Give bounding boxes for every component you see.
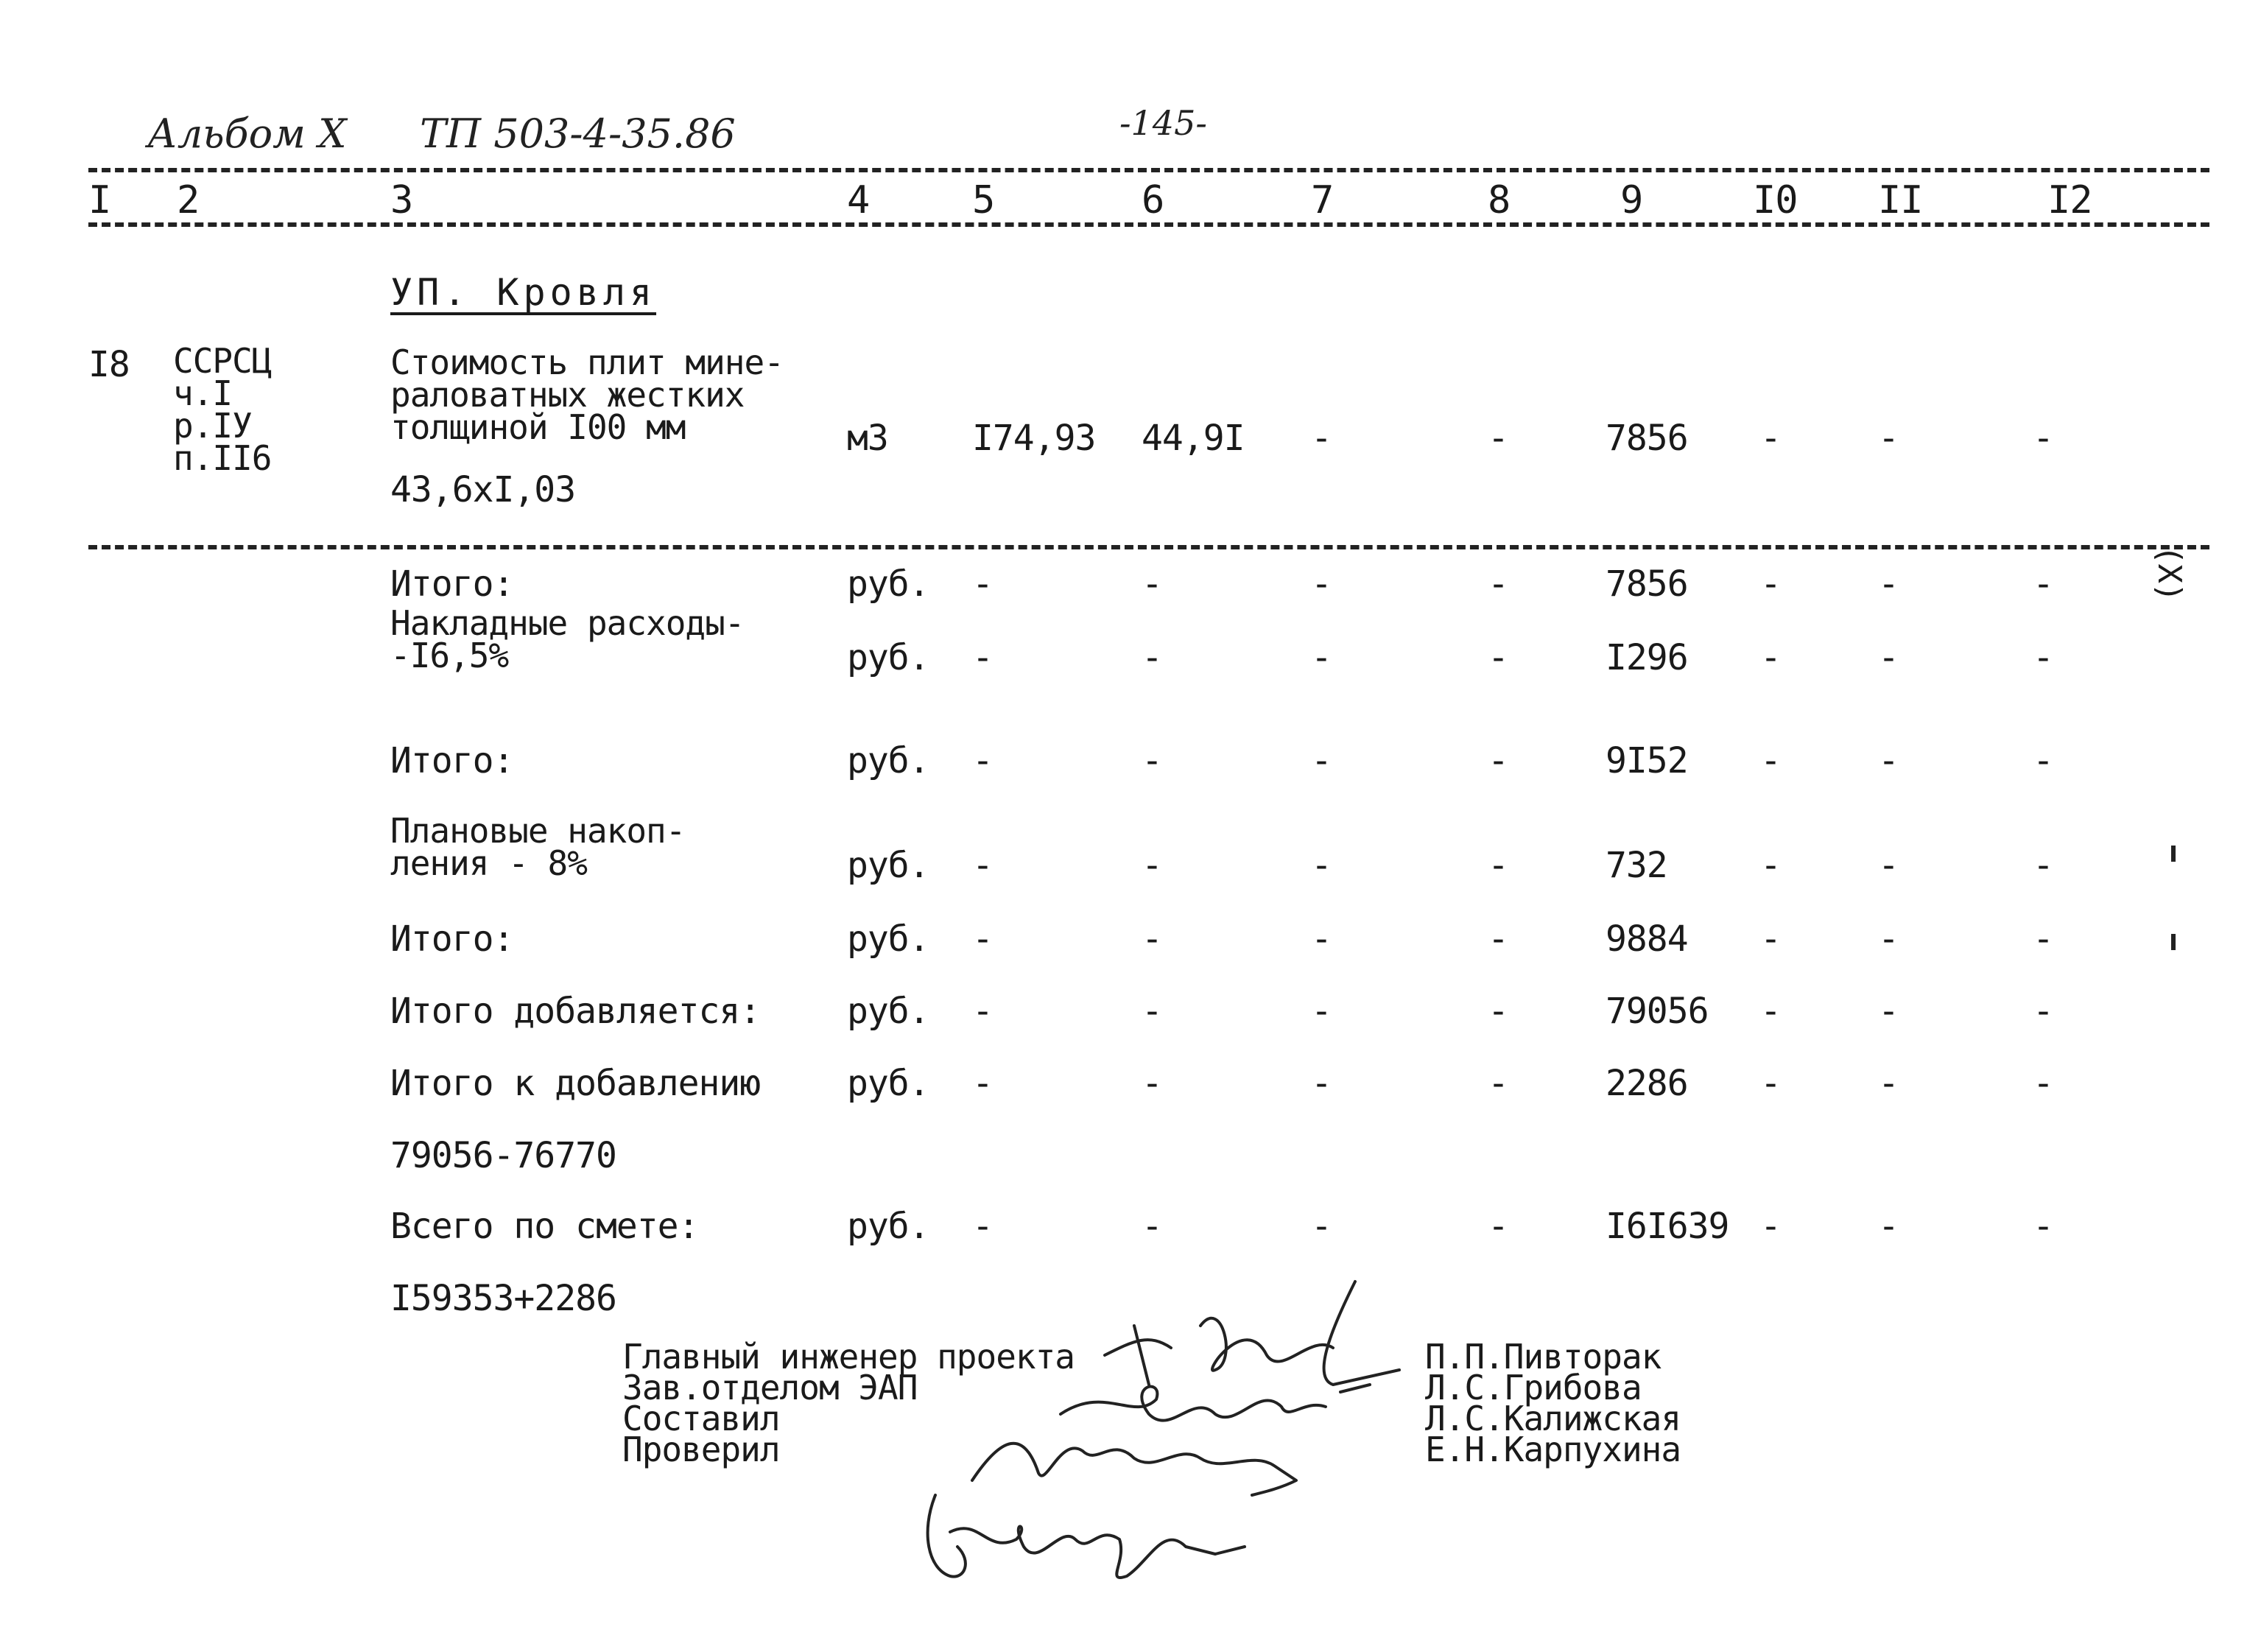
summary-col-11: - bbox=[1878, 845, 1899, 886]
summary-col-10: - bbox=[1760, 1206, 1781, 1247]
summary-unit: руб. bbox=[847, 563, 929, 605]
summary-label: Накладные расходы- -I6,5% bbox=[390, 603, 745, 675]
item-number: I8 bbox=[88, 344, 130, 385]
summary-col-7: - bbox=[1311, 918, 1332, 960]
summary-col-7: - bbox=[1311, 845, 1332, 886]
summary-col-6: - bbox=[1142, 918, 1162, 960]
summary-col-8: - bbox=[1488, 991, 1508, 1032]
summary-col-10: - bbox=[1760, 563, 1781, 605]
summary-unit: руб. bbox=[847, 991, 929, 1032]
item-reference: ССРСЦ ч.I р.IУ п.II6 bbox=[173, 341, 272, 478]
summary-col-12: - bbox=[2033, 918, 2053, 960]
summary-col-9: 9I52 bbox=[1606, 740, 1688, 781]
column-header: I2 bbox=[2047, 178, 2092, 222]
summary-col-6: - bbox=[1142, 1063, 1162, 1104]
summary-label: Итого: bbox=[390, 740, 514, 781]
item-col-5: I74,93 bbox=[972, 418, 1096, 459]
summary-col-8: - bbox=[1488, 845, 1508, 886]
summary-col-6: - bbox=[1142, 740, 1162, 781]
summary-label: Итого: bbox=[390, 918, 514, 960]
item-unit: м3 bbox=[847, 418, 888, 459]
summary-col-5: - bbox=[972, 637, 993, 678]
summary-col-12: - bbox=[2033, 991, 2053, 1032]
column-header: 8 bbox=[1488, 178, 1511, 222]
margin-note: (X) bbox=[2151, 545, 2188, 602]
item-col-10: - bbox=[1760, 418, 1781, 459]
summary-col-8: - bbox=[1488, 918, 1508, 960]
summary-col-12: - bbox=[2033, 740, 2053, 781]
signature-role: Главный инженер проекта bbox=[622, 1337, 1075, 1377]
summary-col-8: - bbox=[1488, 1206, 1508, 1247]
item-col-7: - bbox=[1311, 418, 1332, 459]
summary-col-7: - bbox=[1311, 1206, 1332, 1247]
signature-name: П.П.Пивторак bbox=[1425, 1337, 1662, 1377]
summary-label: Итого: bbox=[390, 563, 514, 605]
column-header: II bbox=[1878, 178, 1923, 222]
summary-col-5: - bbox=[972, 918, 993, 960]
summary-col-11: - bbox=[1878, 563, 1899, 605]
column-header: I bbox=[88, 178, 111, 222]
page-number: -145- bbox=[1119, 103, 1207, 143]
summary-col-12: - bbox=[2033, 563, 2053, 605]
column-header: 3 bbox=[390, 178, 413, 222]
item-col-6: 44,9I bbox=[1142, 418, 1245, 459]
summary-label: Итого добавляется: bbox=[390, 991, 761, 1032]
summary-col-9: 9884 bbox=[1606, 918, 1688, 960]
summary-col-10: - bbox=[1760, 740, 1781, 781]
summary-unit: руб. bbox=[847, 918, 929, 960]
signature-name: Л.С.Грибова bbox=[1425, 1368, 1642, 1407]
summary-unit: руб. bbox=[847, 1063, 929, 1104]
summary-col-9: 2286 bbox=[1606, 1063, 1688, 1104]
summary-col-11: - bbox=[1878, 1206, 1899, 1247]
item-description: Стоимость плит мине- раловатных жестких толщиной I00 мм bbox=[390, 342, 784, 447]
summary-col-11: - bbox=[1878, 1063, 1899, 1104]
summary-col-11: - bbox=[1878, 918, 1899, 960]
signature-role: Проверил bbox=[622, 1430, 780, 1469]
summary-col-8: - bbox=[1488, 563, 1508, 605]
column-header: 4 bbox=[847, 178, 870, 222]
summary-col-5: - bbox=[972, 991, 993, 1032]
signature-checker bbox=[906, 1466, 1259, 1591]
summary-col-6: - bbox=[1142, 637, 1162, 678]
summary-col-5: - bbox=[972, 1206, 993, 1247]
summary-col-6: - bbox=[1142, 1206, 1162, 1247]
summary-col-5: - bbox=[972, 740, 993, 781]
summary-col-7: - bbox=[1311, 740, 1332, 781]
item-calculation: 43,6хI,03 bbox=[390, 469, 576, 510]
summary-col-8: - bbox=[1488, 637, 1508, 678]
summary-col-12: - bbox=[2033, 1206, 2053, 1247]
summary-col-7: - bbox=[1311, 1063, 1332, 1104]
column-header: 7 bbox=[1311, 178, 1334, 222]
signature-role: Составил bbox=[622, 1399, 780, 1438]
section-title: УП. Кровля bbox=[390, 271, 657, 314]
summary-unit: руб. bbox=[847, 1206, 929, 1247]
header-bottom-rule bbox=[88, 222, 2209, 227]
header-top-rule bbox=[88, 168, 2209, 172]
margin-tick bbox=[2171, 934, 2176, 950]
summary-label: Всего по смете: bbox=[390, 1206, 699, 1247]
album-label: Альбом X bbox=[147, 110, 347, 157]
summary-col-10: - bbox=[1760, 637, 1781, 678]
item-col-12: - bbox=[2033, 418, 2053, 459]
totals-separator bbox=[88, 545, 2209, 549]
project-code: ТП 503-4-35.86 bbox=[420, 110, 736, 157]
summary-col-12: - bbox=[2033, 845, 2053, 886]
summary-label: Итого к добавлению bbox=[390, 1063, 761, 1104]
summary-col-6: - bbox=[1142, 845, 1162, 886]
column-header: I0 bbox=[1753, 178, 1798, 222]
signature-role: Зав.отделом ЭАП bbox=[622, 1368, 918, 1407]
summary-col-10: - bbox=[1760, 918, 1781, 960]
summary-col-8: - bbox=[1488, 1063, 1508, 1104]
signature-name: Л.С.Калижская bbox=[1425, 1399, 1681, 1438]
signature-name: Е.Н.Карпухина bbox=[1425, 1430, 1681, 1469]
summary-col-11: - bbox=[1878, 991, 1899, 1032]
summary-col-7: - bbox=[1311, 563, 1332, 605]
summary-col-11: - bbox=[1878, 740, 1899, 781]
summary-col-10: - bbox=[1760, 1063, 1781, 1104]
column-header: 9 bbox=[1620, 178, 1643, 222]
summary-unit: руб. bbox=[847, 845, 929, 886]
item-col-11: - bbox=[1878, 418, 1899, 459]
summary-col-9: 732 bbox=[1606, 845, 1667, 886]
summary-unit: руб. bbox=[847, 637, 929, 678]
summary-col-8: - bbox=[1488, 740, 1508, 781]
summary-col-10: - bbox=[1760, 991, 1781, 1032]
summary-col-11: - bbox=[1878, 637, 1899, 678]
summary-col-12: - bbox=[2033, 1063, 2053, 1104]
summary-col-6: - bbox=[1142, 563, 1162, 605]
column-header: 5 bbox=[972, 178, 995, 222]
item-col-9: 7856 bbox=[1606, 418, 1688, 459]
summary-col-9: I6I639 bbox=[1606, 1206, 1729, 1247]
summary-col-12: - bbox=[2033, 637, 2053, 678]
summary-label: I59353+2286 bbox=[390, 1278, 616, 1319]
margin-tick bbox=[2171, 846, 2176, 862]
summary-col-5: - bbox=[972, 1063, 993, 1104]
summary-col-9: 7856 bbox=[1606, 563, 1688, 605]
summary-col-10: - bbox=[1760, 845, 1781, 886]
item-col-8: - bbox=[1488, 418, 1508, 459]
summary-label: Плановые накоп- ления - 8% bbox=[390, 811, 686, 883]
summary-col-7: - bbox=[1311, 991, 1332, 1032]
column-header: 2 bbox=[177, 178, 200, 222]
summary-col-5: - bbox=[972, 845, 993, 886]
summary-unit: руб. bbox=[847, 740, 929, 781]
summary-col-9: I296 bbox=[1606, 637, 1688, 678]
column-header: 6 bbox=[1142, 178, 1164, 222]
summary-label: 79056-76770 bbox=[390, 1135, 616, 1176]
summary-col-5: - bbox=[972, 563, 993, 605]
summary-col-7: - bbox=[1311, 637, 1332, 678]
summary-col-6: - bbox=[1142, 991, 1162, 1032]
summary-col-9: 79056 bbox=[1606, 991, 1709, 1032]
